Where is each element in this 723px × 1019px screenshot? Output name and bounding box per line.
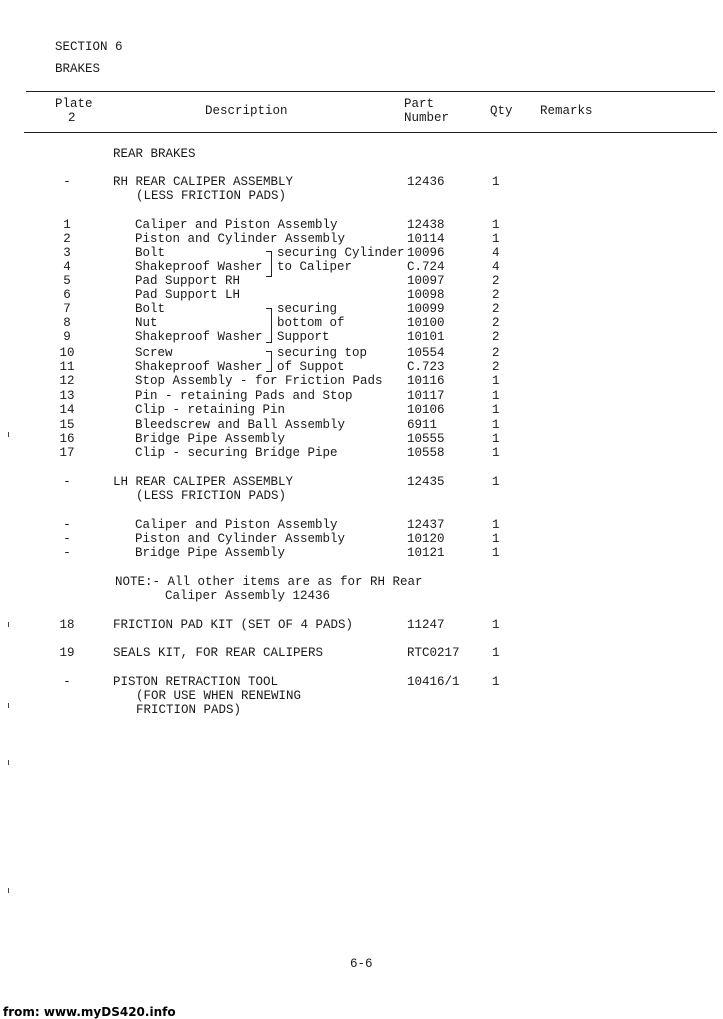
table-row (0, 232, 723, 246)
part-number: 10114 (407, 232, 445, 246)
part-number: 10106 (407, 403, 445, 417)
plate-number: 12 (59, 374, 75, 388)
description: FRICTION PAD KIT (SET OF 4 PADS) (113, 618, 354, 632)
scan-mark (8, 888, 9, 893)
note: Support (277, 330, 330, 344)
quantity: 1 (492, 175, 500, 189)
quantity: 2 (492, 316, 500, 330)
table-row (0, 346, 723, 360)
lh-assembly-row (0, 475, 723, 489)
group-title: REAR BRAKES (113, 147, 196, 161)
part-number: 10120 (407, 532, 445, 546)
table-row (0, 246, 723, 260)
plate-number: 1 (63, 218, 71, 232)
plate-number: 13 (59, 389, 75, 403)
quantity: 1 (492, 403, 500, 417)
plate-number: 14 (59, 403, 75, 417)
note: securing Cylinder (277, 246, 405, 260)
description: Clip - securing Bridge Pipe (135, 446, 338, 460)
quantity: 1 (492, 446, 500, 460)
note: securing top (277, 346, 368, 360)
header-bottom-rule (24, 132, 717, 133)
part-number: 12436 (407, 175, 445, 189)
description: Stop Assembly - for Friction Pads (135, 374, 383, 388)
quantity: 2 (492, 302, 500, 316)
note-line1: NOTE:- All other items are as for RH Rear (115, 575, 423, 589)
description: Nut (135, 316, 158, 330)
quantity: 1 (492, 618, 500, 632)
table-row (0, 518, 723, 532)
description: Pad Support RH (135, 274, 241, 288)
description: Screw (135, 346, 173, 360)
plate-number: - (63, 532, 71, 546)
table-row (0, 288, 723, 302)
plate-number: 17 (59, 446, 75, 460)
part-number: 6911 (407, 418, 438, 432)
part-number: 10416/1 (407, 675, 460, 689)
table-row (0, 418, 723, 432)
plate-number: 9 (63, 330, 71, 344)
plate-number: - (63, 475, 71, 489)
part-number: 10101 (407, 330, 445, 344)
part-number: 10116 (407, 374, 445, 388)
plate-number: 4 (63, 260, 71, 274)
description: Caliper and Piston Assembly (135, 218, 338, 232)
quantity: 4 (492, 246, 500, 260)
plate-number: 6 (63, 288, 71, 302)
col-part-line2: Number (404, 111, 450, 125)
part-number: 10097 (407, 274, 445, 288)
quantity: 1 (492, 218, 500, 232)
plate-number: 10 (59, 346, 75, 360)
table-row (0, 374, 723, 388)
bracket-securing-top (266, 351, 272, 372)
quantity: 4 (492, 260, 500, 274)
part-number: C.723 (407, 360, 445, 374)
quantity: 1 (492, 432, 500, 446)
tool-row (0, 675, 723, 689)
quantity: 1 (492, 475, 500, 489)
part-number: 10555 (407, 432, 445, 446)
table-row (0, 330, 723, 344)
table-row (0, 360, 723, 374)
part-number: 10558 (407, 446, 445, 460)
table-row (0, 302, 723, 316)
description: Pad Support LH (135, 288, 241, 302)
part-number: RTC0217 (407, 646, 460, 660)
table-row (0, 446, 723, 460)
part-number: 10096 (407, 246, 445, 260)
note: securing (277, 302, 338, 316)
table-row (0, 432, 723, 446)
description: Piston and Cylinder Assembly (135, 532, 346, 546)
plate-number: 18 (59, 618, 75, 632)
scan-mark (8, 622, 9, 627)
description: Piston and Cylinder Assembly (135, 232, 346, 246)
plate-number: 15 (59, 418, 75, 432)
scan-mark (8, 703, 9, 708)
description: Bolt (135, 246, 166, 260)
quantity: 1 (492, 675, 500, 689)
plate-number: 2 (63, 232, 71, 246)
quantity: 2 (492, 288, 500, 302)
quantity: 1 (492, 418, 500, 432)
quantity: 1 (492, 518, 500, 532)
description: Bleedscrew and Ball Assembly (135, 418, 346, 432)
description: Bridge Pipe Assembly (135, 432, 286, 446)
plate-number: 5 (63, 274, 71, 288)
col-remarks: Remarks (540, 104, 593, 118)
description: Shakeproof Washer (135, 360, 263, 374)
plate-number: 11 (59, 360, 75, 374)
section-title: BRAKES (55, 62, 101, 76)
table-row (0, 389, 723, 403)
quantity: 1 (492, 546, 500, 560)
col-qty: Qty (490, 104, 513, 118)
description: Shakeproof Washer (135, 260, 263, 274)
part-number: 10117 (407, 389, 445, 403)
plate-number: - (63, 546, 71, 560)
col-description: Description (205, 104, 288, 118)
part-number: 12437 (407, 518, 445, 532)
note-line2: Caliper Assembly 12436 (165, 589, 331, 603)
part-number: C.724 (407, 260, 445, 274)
table-row (0, 274, 723, 288)
plate-number: 19 (59, 646, 75, 660)
part-number: 10099 (407, 302, 445, 316)
tool-desc-line3: FRICTION PADS) (136, 703, 242, 717)
quantity: 1 (492, 389, 500, 403)
table-row (0, 546, 723, 560)
part-number: 10098 (407, 288, 445, 302)
col-plate-line2: 2 (68, 111, 76, 125)
quantity: 1 (492, 646, 500, 660)
plate-number: - (63, 518, 71, 532)
plate-number: 8 (63, 316, 71, 330)
quantity: 2 (492, 330, 500, 344)
table-row (0, 618, 723, 632)
tool-desc-line2: (FOR USE WHEN RENEWING (136, 689, 302, 703)
description: Pin - retaining Pads and Stop (135, 389, 353, 403)
table-row (0, 646, 723, 660)
quantity: 2 (492, 274, 500, 288)
description: Bridge Pipe Assembly (135, 546, 286, 560)
source-footer: from: www.myDS420.info (3, 1005, 176, 1019)
quantity: 2 (492, 346, 500, 360)
plate-number: 3 (63, 246, 71, 260)
plate-number: - (63, 175, 71, 189)
note: of Suppot (277, 360, 345, 374)
scan-mark (8, 760, 9, 765)
plate-number: - (63, 675, 71, 689)
part-number: 10121 (407, 546, 445, 560)
scan-mark (8, 432, 9, 437)
note: bottom of (277, 316, 345, 330)
quantity: 1 (492, 374, 500, 388)
rh-assembly-subtitle: (LESS FRICTION PADS) (136, 189, 287, 203)
description: Shakeproof Washer (135, 330, 263, 344)
part-number: 10554 (407, 346, 445, 360)
description: Caliper and Piston Assembly (135, 518, 338, 532)
rh-assembly-row (0, 175, 723, 189)
description: SEALS KIT, FOR REAR CALIPERS (113, 646, 324, 660)
section-number: SECTION 6 (55, 40, 123, 54)
lh-assembly-subtitle: (LESS FRICTION PADS) (136, 489, 287, 503)
description: Clip - retaining Pin (135, 403, 286, 417)
part-number: 12435 (407, 475, 445, 489)
part-number: 10100 (407, 316, 445, 330)
quantity: 1 (492, 232, 500, 246)
bracket-securing-bottom (266, 308, 272, 343)
table-row (0, 532, 723, 546)
description: LH REAR CALIPER ASSEMBLY (113, 475, 294, 489)
description: RH REAR CALIPER ASSEMBLY (113, 175, 294, 189)
table-row (0, 260, 723, 274)
description: PISTON RETRACTION TOOL (113, 675, 279, 689)
quantity: 2 (492, 360, 500, 374)
part-number: 12438 (407, 218, 445, 232)
plate-number: 16 (59, 432, 75, 446)
table-row (0, 218, 723, 232)
table-row (0, 403, 723, 417)
part-number: 11247 (407, 618, 445, 632)
col-part-line1: Part (404, 97, 435, 111)
bracket-securing-cylinder (266, 251, 272, 277)
plate-number: 7 (63, 302, 71, 316)
description: Bolt (135, 302, 166, 316)
page-number: 6-6 (350, 957, 373, 971)
table-row (0, 316, 723, 330)
header-top-rule (26, 91, 715, 92)
note: to Caliper (277, 260, 353, 274)
quantity: 1 (492, 532, 500, 546)
col-plate-line1: Plate (55, 97, 93, 111)
